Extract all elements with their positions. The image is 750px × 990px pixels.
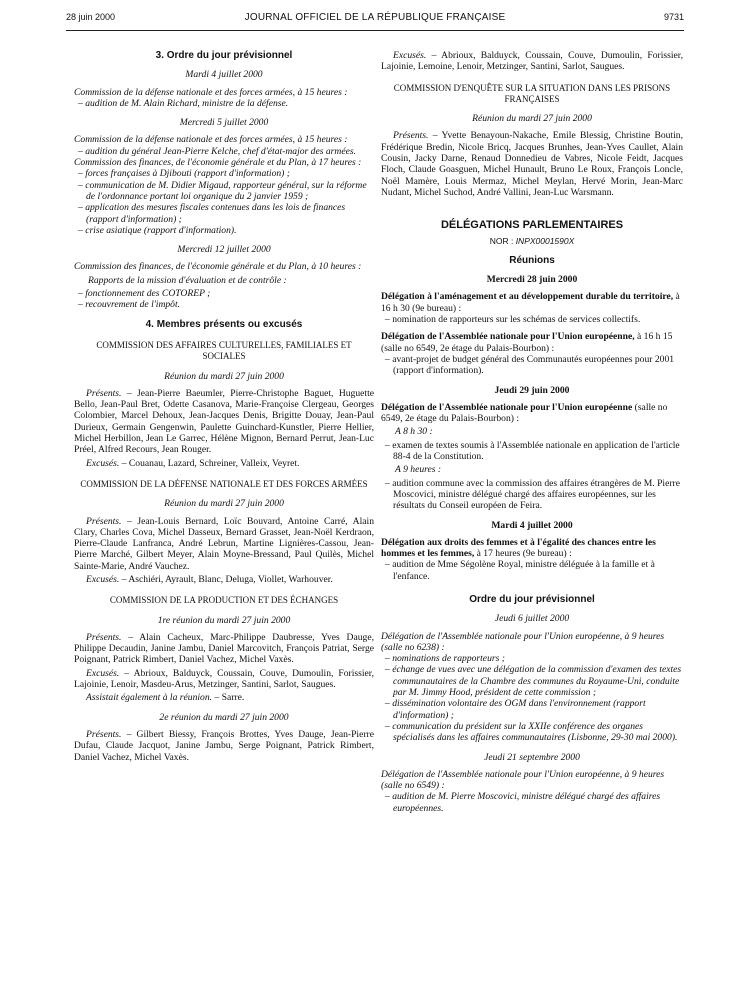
committee-entry: Commission de la défense nationale et des forces armées, à 15 heures : [74,86,348,98]
attendance-present [74,516,374,572]
label: Présents. [86,515,122,527]
header-date: 28 juin 2000 [66,12,116,22]
right-column [381,42,683,814]
meeting-date: Réunion du mardi 27 juin 2000 [472,113,592,125]
list-item: – recouvrement de l'impôt. [78,299,181,311]
meeting-date: Mercredi 28 juin 2000 [486,274,578,286]
agenda-subheading: Rapports de la mission d'évaluation et de contrôle : [88,274,287,286]
agenda-list [381,314,683,325]
names: – Abrioux, Balduyck, Coussain, Couve, Dumoulin, Forissier, Lajoinie, Lemoine, Lenoir, Metzinger, Santini, Sarlot, Saugues. [381,50,683,73]
list-item: – communication du président sur la XXIIe conférence des organes spécialisés dans les affaires communautaires (Lisbonne, 29-30 mai 2000). [385,720,678,744]
names: – Gilbert Biessy, François Brottes, Yves Dauge, Jean-Pierre Dufau, Claude Jacquot, Janine Jambu, Serge Poignant, Patrick Rimbert, Daniel Vachez, Michel Vaxès. [74,728,374,763]
section-3-title: 3. Ordre du jour prévisionnel [155,50,293,61]
nor-reference [381,236,683,247]
attendance-present [381,130,683,198]
committee-title: COMMISSION D'ENQUÊTE SUR LA SITUATION DANS LES PRISONS FRANÇAISES [393,82,671,104]
agenda-list [381,354,683,377]
section-title: DÉLÉGATIONS PARLEMENTAIRES [440,219,624,232]
agenda-list [74,146,374,157]
delegation-entry [381,537,683,560]
list-item: – dissémination volontaire des OGM dans l'environnement (rapport d'information) ; [385,698,646,721]
agenda-date: Mercredi 12 juillet 2000 [177,244,271,256]
names: – Sarre. [212,692,245,704]
delegation-entry: Délégation de l'Assemblée nationale pour l'Union européenne, à 9 heures (salle no 6238) : [381,630,665,653]
delegation-time: à 16 h 15 (salle no 6549, 2e étage du Palais-Bourbon) : [381,331,673,354]
delegation-entry [381,331,683,354]
list-item: – forces françaises à Djibouti (rapport d'information) ; [78,168,290,180]
agenda-list [381,440,683,463]
header-page-number: 9731 [663,12,684,22]
names: – Aschiéri, Ayrault, Blanc, Deluga, Viollet, Warhouver. [119,573,333,585]
time-slot: A 9 heures : [395,464,442,476]
nor-label: NOR : [489,235,516,246]
committee-entry: Commission des finances, de l'économie générale et du Plan, à 10 heures : [74,261,362,273]
label: Assistait également à la réunion. [86,692,213,704]
label: Excusés. [86,573,120,585]
agenda-list [381,478,683,512]
committee-title: COMMISSION DE LA DÉFENSE NATIONALE ET DES FORCES ARMÉES [80,478,368,489]
delegation-time: (salle no 6549, 2e étage du Palais-Bourbon) : [381,401,668,425]
attendance-present [74,729,374,763]
names: – Yvette Benayoun-Nakache, Emile Blessig, Christine Boutin, Frédérique Bredin, Nicole Bricq, Jacques Brunhes, Jean-Yves Caullet, Alain Cousin, Jacky Darne, Renaud Donnedieu de Vabres, Nicole Feidt, Jacques Floch, Claude Goasguen, Michel Hunault, Bruno Le Roux, François Loncle, Noël Mamère, Louis Mermaz, Michel Meylan, Hervé Morin, Jean-Marc Nudant, Michel Suchod, André Vallini, Jean-Luc Warsmann. [381,130,683,198]
page-header [66,10,684,31]
names: – Abrioux, Balduyck, Coussain, Couve, Dumoulin, Forissier, Lajoinie, Lenoir, Masdeu-Arus, Metzinger, Santini, Sarlot, Saugues. [74,667,374,691]
label: Présents. [86,728,122,740]
label: Excusés. [393,50,427,61]
agenda-list [381,653,683,743]
left-column [74,42,374,763]
reunions-title: Réunions [509,254,555,266]
delegation-name: Délégation de l'Assemblée nationale pour l'Union européenne [381,401,633,413]
label: Excusés. [86,667,120,679]
delegation-name: Délégation aux droits des femmes et à l'égalité des chances entre les hommes et les femmes, [381,536,656,560]
committee-entry: Commission de la défense nationale et des forces armées, à 15 heures : [74,134,348,146]
names: – Couanau, Lazard, Schreiner, Valleix, Veyret. [119,457,300,469]
attendance-also [74,692,374,703]
delegation-name: Délégation à l'aménagement et au développement durable du territoire, [381,291,674,303]
committee-title: COMMISSION DE LA PRODUCTION ET DES ÉCHANGES [109,595,339,606]
agenda-list [381,791,683,814]
list-item: – audition commune avec la commission des affaires étrangères de M. Pierre Moscovici, ministre délégué chargé des affaires européennes, sur les résultats du Conseil européen de Feira. [385,477,680,512]
agenda-list [74,98,374,109]
agenda-list [74,168,374,236]
list-item: – fonctionnement des COTOREP ; [78,288,211,300]
label: Présents. [86,631,122,643]
meeting-date: Réunion du mardi 27 juin 2000 [164,370,284,382]
delegation-entry [381,291,683,314]
list-item: – application des mesures fiscales contenues dans les lois de finances (rapport d'information) ; [78,202,346,225]
attendance-present [74,632,374,666]
agenda-date: Jeudi 6 juillet 2000 [494,613,570,625]
meeting-date: Mardi 4 juillet 2000 [491,519,573,531]
delegation-time: à 17 heures (9e bureau) : [474,548,572,560]
list-item: – nominations de rapporteurs ; [385,653,505,665]
meeting-date: Réunion du mardi 27 juin 2000 [164,498,284,510]
attendance-excused [74,668,374,691]
list-item: – audition de M. Pierre Moscovici, ministre délégué chargé des affaires européennes. [385,791,661,814]
list-item: – examen de textes soumis à l'Assemblée nationale en application de l'article 88-4 de la Constitution. [385,439,680,463]
agenda-list [381,559,683,582]
label: Présents. [393,130,429,142]
names: – Alain Cacheux, Marc-Philippe Daubresse, Yves Dauge, Philippe Decaudin, Janine Jambu, Daniel Marcovitch, François Patriat, Serge Poignant, Patrick Rimbert, Daniel Vachez, Michel Vaxès. [74,631,374,666]
meeting-date: 1re réunion du mardi 27 juin 2000 [157,614,291,626]
names: – Jean-Louis Bernard, Loïc Bouvard, Antoine Carré, Alain Clary, Charles Cova, Michel Dasseux, Bernard Grasset, Jean-Noël Kerdraon, Pierre-Claude Lanfranca, André Lebrun, Martine Lignières-Cassou, Jean-Pierre Marché, Gilbert Meyer, Alain Moyne-Bressand, Paul Quilès, Michel Sainte-Marie, André Vauchez. [74,515,374,572]
agenda-title: Ordre du jour prévisionnel [469,593,595,605]
agenda-date: Mercredi 5 juillet 2000 [179,117,269,129]
list-item: – communication de M. Didier Migaud, rapporteur général, sur la réforme de l'ordonnance portant loi organique du 2 janvier 1959 ; [78,179,367,202]
agenda-list [74,288,374,311]
attendance-present [74,388,374,456]
list-item: – échange de vues avec une délégation de la commission d'examen des textes communautaires de la Chambre des communes du Royaume-Uni, conduite par M. Jimmy Hood, président de cette commission ; [385,664,682,699]
meeting-date: 2e réunion du mardi 27 juin 2000 [159,711,289,723]
attendance-excused [74,458,374,469]
delegation-name: Délégation de l'Assemblée nationale pour l'Union européenne, [381,331,635,343]
list-item: – crise asiatique (rapport d'information). [78,224,237,236]
time-slot: A 8 h 30 : [395,426,433,438]
meeting-date: Jeudi 29 juin 2000 [494,384,570,396]
list-item: – audition du général Jean-Pierre Kelche, chef d'état-major des armées. [78,145,356,157]
list-item: – nomination de rapporteurs sur les schémas de services collectifs. [385,314,641,326]
list-item: – audition de Mme Ségolène Royal, ministre déléguée à la famille et à l'enfance. [385,559,655,582]
delegation-entry: Délégation de l'Assemblée nationale pour l'Union européenne, à 9 heures (salle no 6549) : [381,768,665,792]
nor-value: INPX0001590X [515,235,575,246]
agenda-date: Mardi 4 juillet 2000 [185,69,263,81]
attendance-excused [381,50,683,73]
section-4-title: 4. Membres présents ou excusés [145,318,303,330]
list-item: – audition de M. Alain Richard, ministre de la défense. [78,97,289,109]
committee-title: COMMISSION DES AFFAIRES CULTURELLES, FAMILIALES ET SOCIALES [96,339,352,362]
delegation-entry [381,402,683,425]
committee-entry: Commission des finances, de l'économie générale et du Plan, à 17 heures : [74,157,362,169]
agenda-date: Jeudi 21 septembre 2000 [484,751,580,763]
delegation-time: à 16 h 30 (9e bureau) : [381,291,680,314]
label: Excusés. [86,457,120,469]
label: Présents. [86,387,122,399]
names: – Jean-Pierre Baeumler, Pierre-Christophe Baguet, Huguette Bello, Jean-Paul Bret, Odette Casanova, Marie-Françoise Clergeau, Georges Colombier, Marcel Dehoux, Jean-Jacques Denis, Brigitte Douay, Jean-Paul Durieux, Germain Gengenwin, Paulette Guinchard-Kunstler, Pierre Hellier, Michel Herbillon, Jean Le Garrec, Hélène Mignon, Bernard Perrut, Jean-Luc Préel, Alfred Recours, Jean Rouger. [74,387,374,456]
list-item: – avant-projet de budget général des Communautés européennes pour 2001 (rapport d'information). [385,353,675,377]
header-title: JOURNAL OFFICIEL DE LA RÉPUBLIQUE FRANÇAISE [244,12,506,23]
attendance-excused [74,574,374,585]
